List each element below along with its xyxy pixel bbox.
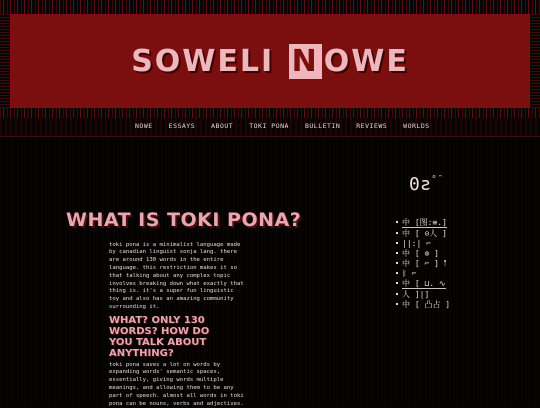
nav-item-about[interactable]: ABOUT xyxy=(211,122,234,130)
glyph-row: 中 [ 凸占 ] xyxy=(396,300,466,309)
banner-left-edge xyxy=(0,14,10,108)
logo-text-right: OWE xyxy=(323,44,409,79)
intro-paragraph: toki pona is a minimalist language made by canadian linguist sonja lang. there are around 130 words in the entire language. this restriction makes it so that talking about any complex topic involves breaking down what exactly that thing is. it's a super fun linguistic toy and also has an amazing community surrounding it. xyxy=(109,241,244,310)
glyph-row: 中 [ ⊚ ] xyxy=(396,249,466,258)
nav-item-essays[interactable]: ESSAYS xyxy=(168,122,196,130)
sitelen-pona-emblem xyxy=(409,174,444,195)
nav-item-toki-pona[interactable]: TOKI PONA xyxy=(249,122,289,130)
glyph-row: 中 [ ⊔. ∿ xyxy=(396,279,466,289)
glyph-row: 人 ]|] xyxy=(396,290,466,299)
glyph-row: ᛒ ⌐ xyxy=(396,269,466,278)
section-heading: WHAT? ONLY 130 WORDS? HOW DO YOU TALK ABOUT ANYTHING? xyxy=(109,315,210,360)
sitelen-pona-list xyxy=(396,218,466,310)
nav-item-bulletin[interactable]: BULLETIN xyxy=(304,122,341,130)
site-banner xyxy=(10,14,530,108)
nav-item-worlds[interactable]: WORLDS xyxy=(403,122,430,130)
glyph-row: ||:| ⌐ xyxy=(396,239,466,248)
logo-text-left: SOWELI xyxy=(131,44,287,79)
nav-item-nowe[interactable]: NOWE xyxy=(135,122,153,130)
logo-n-box: N xyxy=(289,44,322,79)
glyph-row: 中 [图:≡.] xyxy=(396,218,466,228)
emblem-small-glyph: ᵒᵔ xyxy=(431,174,445,184)
nav-item-reviews[interactable]: REVIEWS xyxy=(356,122,388,130)
site-logo[interactable] xyxy=(10,44,530,79)
banner-right-edge xyxy=(530,14,540,108)
explanation-paragraph: toki pona saves a lot on words by expanding words' semantic spaces, essentially, giving words multiple meanings, and allowing them to be any part of speech. almost all words in toki pona can be nouns, verbs and adjectives. xyxy=(109,361,244,407)
glyph-row: 中 [ ⌐ ] 𖡡 xyxy=(396,259,466,268)
main-nav xyxy=(0,118,540,137)
page-title: WHAT IS TOKI PONA? xyxy=(66,208,302,231)
bottom-stripe-decoration xyxy=(0,108,540,118)
emblem-glyph: 0ꙅ xyxy=(409,174,432,195)
top-stripe-decoration xyxy=(0,0,540,14)
glyph-row: 中 [ ⊙人 ] xyxy=(396,229,466,238)
